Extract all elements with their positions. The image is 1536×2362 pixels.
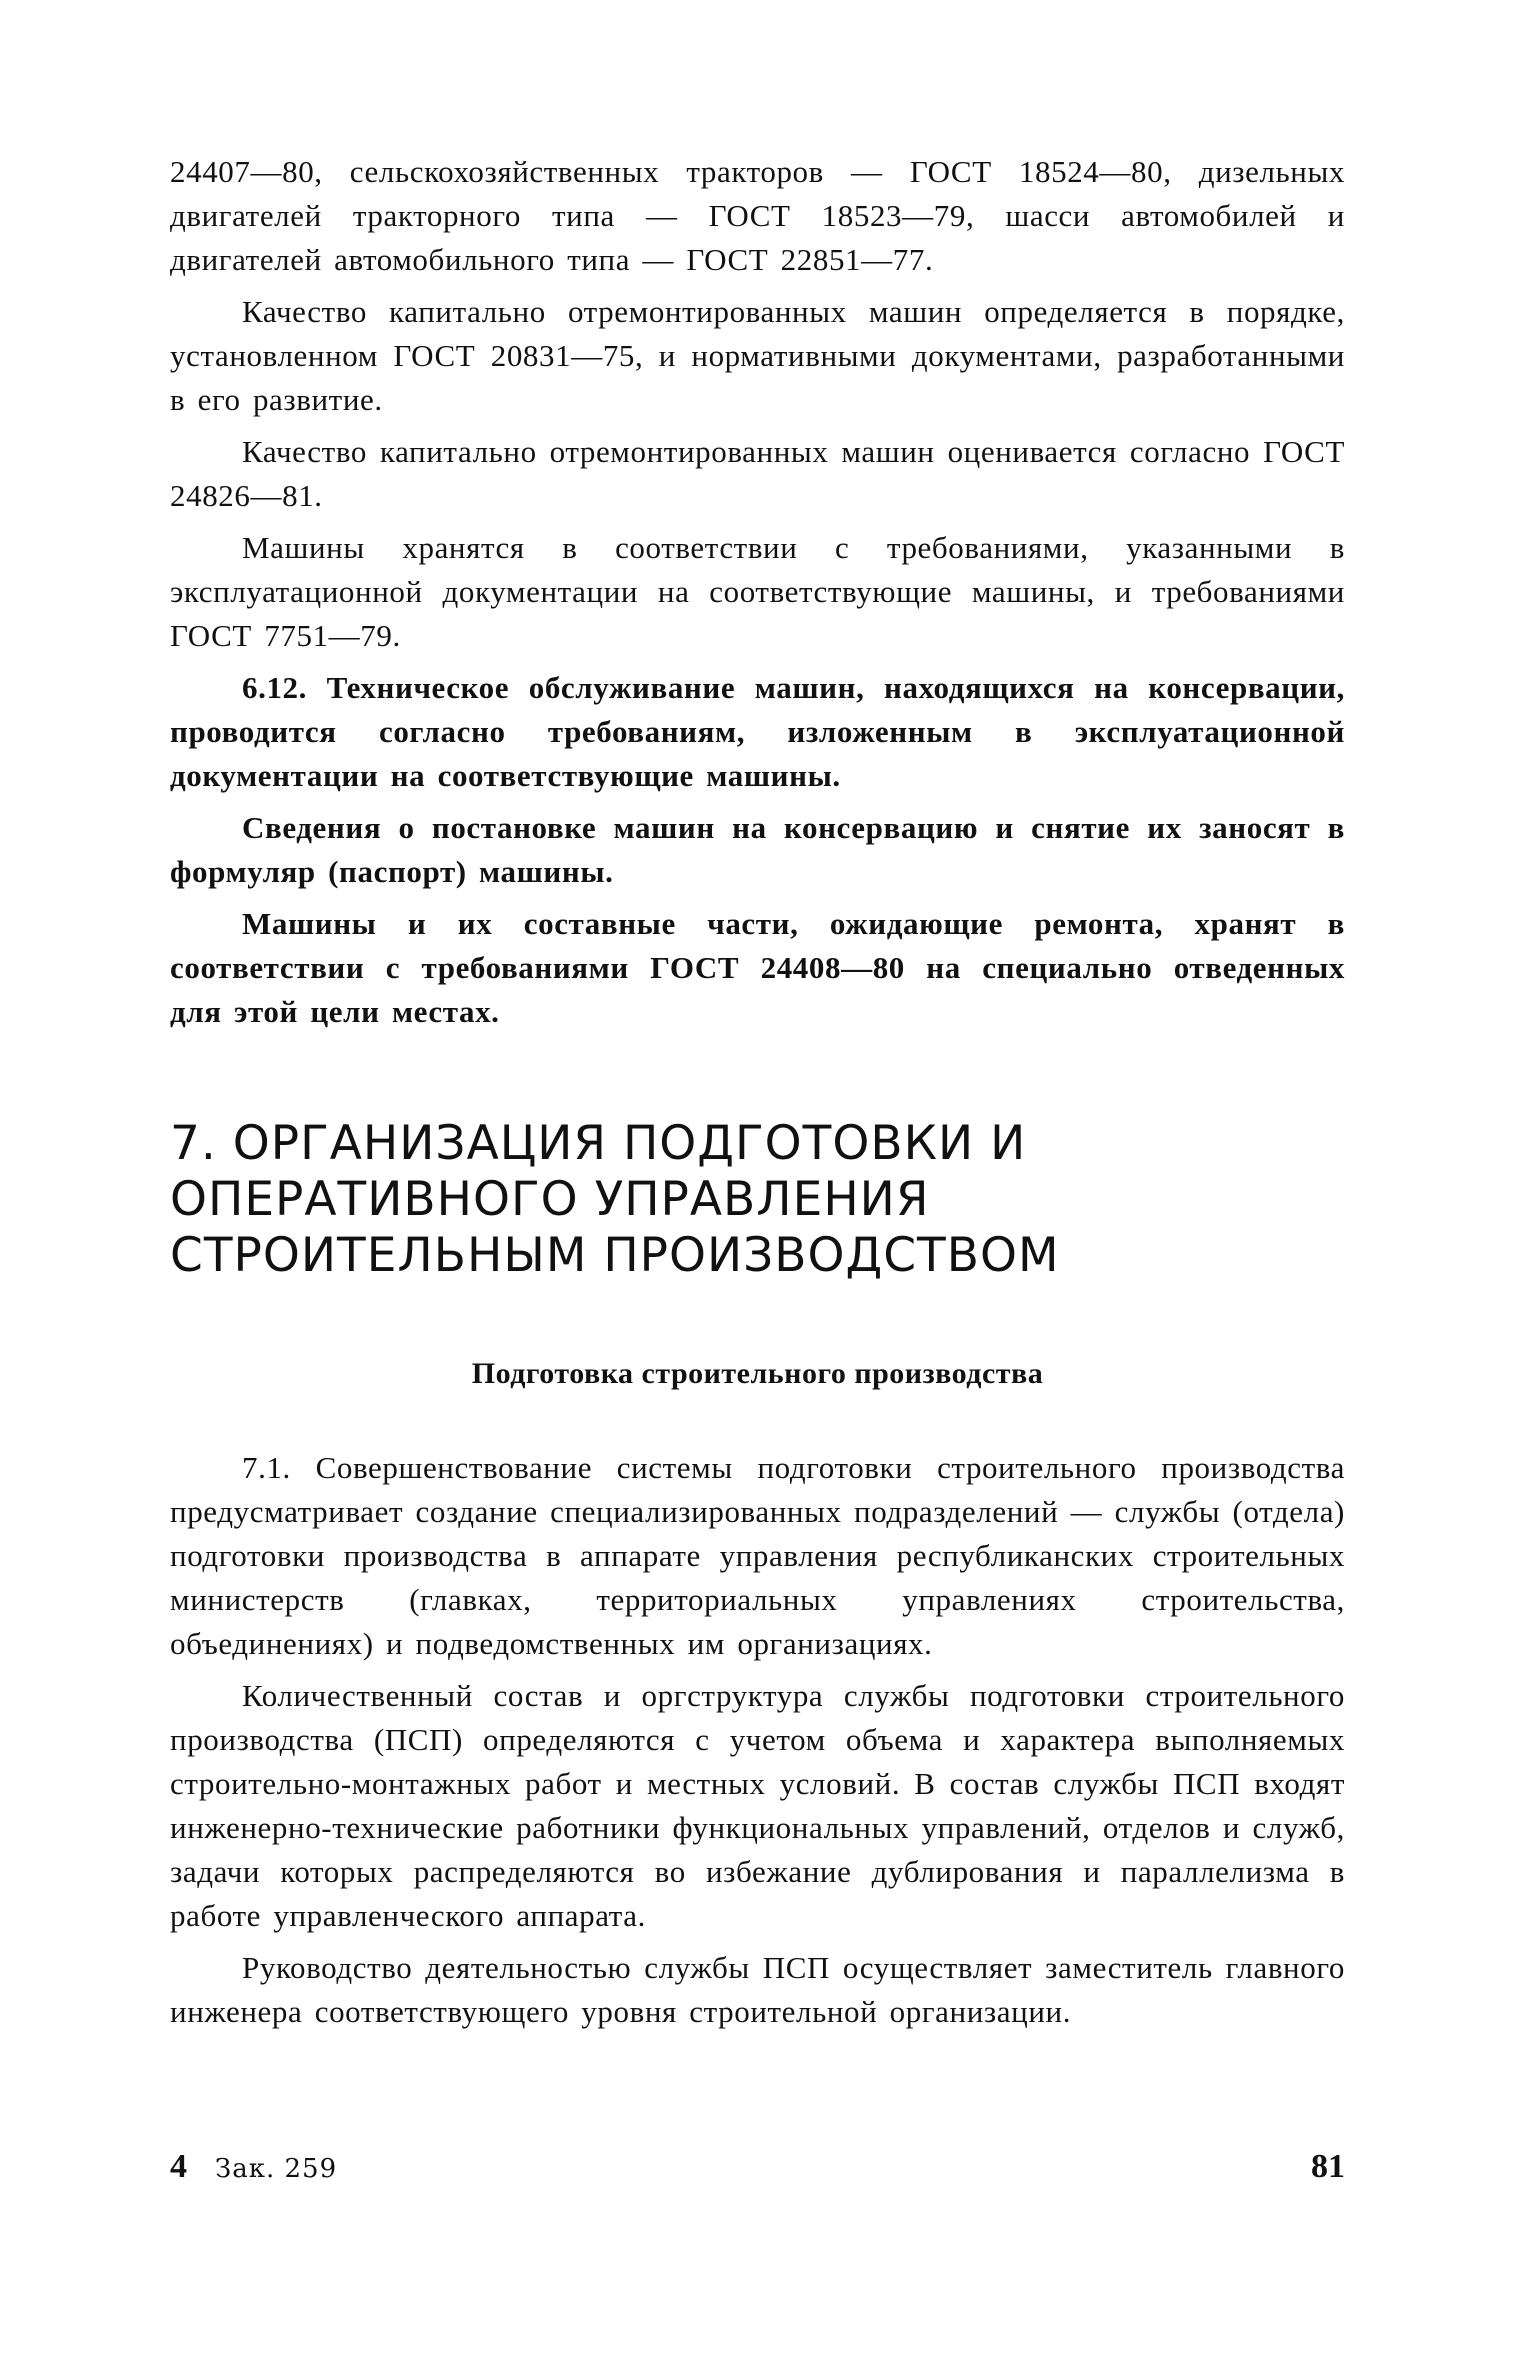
paragraph-psp-management: Руководство деятельностью службы ПСП осуществляет заместитель главного инженера соответствующего уровня строительной организации. xyxy=(170,1950,1345,2029)
page-footer xyxy=(170,2148,1345,2198)
chapter-title xyxy=(170,1116,1345,1284)
document-page xyxy=(170,150,1345,2042)
chapter-title-line: ОПЕРАТИВНОГО УПРАВЛЕНИЯ xyxy=(170,1172,930,1227)
page-number: 81 xyxy=(1311,2148,1345,2185)
paragraph-repair-storage: Машины и их составные части, ожидающие ремонта, хранят в соответствии с требованиями ГОСТ 24408—80 на специально отведенных для этой цели местах. xyxy=(170,906,1345,1029)
chapter-title-line: СТРОИТЕЛЬНЫМ ПРОИЗВОДСТВОМ xyxy=(170,1228,1060,1283)
paragraph-quality-evaluation: Качество капитально отремонтированных машин оценивается согласно ГОСТ 24826—81. xyxy=(170,434,1345,513)
paragraph-conservation-records: Сведения о постановке машин на консервацию и снятие их заносят в формуляр (паспорт) машины. xyxy=(170,810,1345,889)
order-number: Зак. 259 xyxy=(215,2154,338,2184)
signature-number: 4 xyxy=(170,2148,187,2185)
paragraph-quality-definition: Качество капитально отремонтированных машин определяется в порядке, установленном ГОСТ 20831—75, и нормативными документами, разработанными в его развитие. xyxy=(170,294,1345,417)
paragraph-6-12: 6.12. Техническое обслуживание машин, находящихся на консервации, проводится согласно требованиям, изложенным в эксплуатационной документации на соответствующие машины. xyxy=(170,670,1345,793)
section-title: Подготовка строительного производства xyxy=(471,1357,1044,1390)
footer-signature xyxy=(170,2148,337,2186)
chapter-title-line: 7. ОРГАНИЗАЦИЯ ПОДГОТОВКИ И xyxy=(170,1116,1027,1171)
paragraph-gost-list: 24407—80, сельскохозяйственных тракторов — ГОСТ 18524—80, дизельных двигателей тракторного типа — ГОСТ 18523—79, шасси автомобилей и двигателей автомобильного типа — ГОСТ 22851—77. xyxy=(170,154,1345,277)
paragraph-7-1: 7.1. Совершенствование системы подготовки строительного производства предусматривает создание специализированных подразделений — службы (отдела) подготовки производства в аппарате управления республиканских строительных министерств (главках, территориальных управлениях строительства, объединениях) и подведомственных им организациях. xyxy=(170,1450,1345,1661)
paragraph-psp-composition: Количественный состав и оргструктура службы подготовки строительного производства (ПСП) определяются с учетом объема и характера выполняемых строительно-монтажных работ и местных условий. В состав службы ПСП входят инженерно-технические работники функциональных управлений, отделов и служб, задачи которых распределяются во избежание дублирования и параллелизма в работе управленческого аппарата. xyxy=(170,1678,1345,1933)
paragraph-storage: Машины хранятся в соответствии с требованиями, указанными в эксплуатационной документации на соответствующие машины, и требованиями ГОСТ 7751—79. xyxy=(170,530,1345,653)
